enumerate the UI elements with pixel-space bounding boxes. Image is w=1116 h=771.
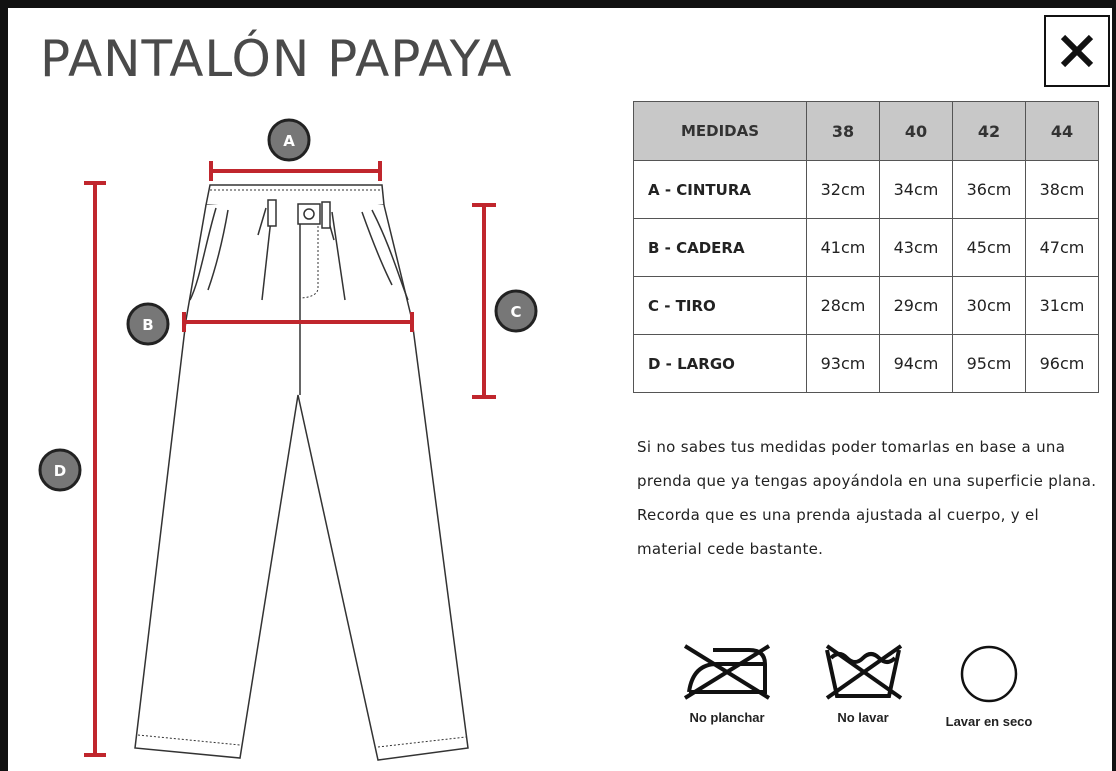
close-button[interactable] <box>1044 15 1110 87</box>
marker-d <box>40 450 80 490</box>
measure-line-c <box>472 204 496 398</box>
table-header-cell: 38 <box>807 102 880 161</box>
no-iron-icon <box>677 640 777 702</box>
table-cell: 47cm <box>1026 219 1099 277</box>
table-row <box>634 161 1099 219</box>
measure-line-a <box>210 161 381 181</box>
table-cell: 93cm <box>807 335 880 393</box>
table-cell: 38cm <box>1026 161 1099 219</box>
table-cell: 29cm <box>880 277 953 335</box>
table-header-cell: 44 <box>1026 102 1099 161</box>
row-label: C - TIRO <box>634 277 807 335</box>
measurement-note <box>637 430 1107 566</box>
table-cell: 41cm <box>807 219 880 277</box>
note-paragraph: Si no sabes tus medidas poder tomarlas en base a una prenda que ya tengas apoyándola en una superficie plana. <box>637 438 1097 490</box>
table-cell: 43cm <box>880 219 953 277</box>
pants-drawing <box>135 185 468 760</box>
table-header-row <box>634 102 1099 161</box>
table-cell: 36cm <box>953 161 1026 219</box>
note-paragraph: Recorda que es una prenda ajustada al cuerpo, y el material cede bastante. <box>637 506 1039 558</box>
table-row <box>634 335 1099 393</box>
size-table <box>633 101 1099 393</box>
table-cell: 28cm <box>807 277 880 335</box>
table-cell: 34cm <box>880 161 953 219</box>
care-item-no-wash <box>813 640 913 725</box>
table-cell: 30cm <box>953 277 1026 335</box>
svg-text:B: B <box>142 316 154 334</box>
table-header-cell: MEDIDAS <box>634 102 807 161</box>
table-cell: 31cm <box>1026 277 1099 335</box>
care-label: No lavar <box>837 710 889 725</box>
table-header-cell: 42 <box>953 102 1026 161</box>
table-row <box>634 277 1099 335</box>
page-title: PANTALÓN PAPAYA <box>40 30 513 88</box>
care-label: Lavar en seco <box>945 714 1033 729</box>
table-cell: 96cm <box>1026 335 1099 393</box>
marker-a <box>269 120 309 160</box>
marker-c <box>496 291 536 331</box>
svg-text:D: D <box>53 462 67 480</box>
marker-b <box>128 304 168 344</box>
table-row <box>634 219 1099 277</box>
table-cell: 32cm <box>807 161 880 219</box>
row-label: D - LARGO <box>634 335 807 393</box>
dry-clean-icon <box>958 640 1020 706</box>
svg-text:A: A <box>283 132 295 150</box>
no-wash-icon <box>817 640 909 702</box>
row-label: B - CADERA <box>634 219 807 277</box>
table-cell: 94cm <box>880 335 953 393</box>
care-label: No planchar <box>689 710 765 725</box>
svg-text:C: C <box>510 303 522 321</box>
table-cell: 95cm <box>953 335 1026 393</box>
care-item-no-iron <box>672 640 782 725</box>
table-header-cell: 40 <box>880 102 953 161</box>
close-icon <box>1059 33 1095 69</box>
care-item-dry-clean <box>934 640 1044 729</box>
table-cell: 45cm <box>953 219 1026 277</box>
row-label: A - CINTURA <box>634 161 807 219</box>
measure-line-d <box>84 182 106 756</box>
